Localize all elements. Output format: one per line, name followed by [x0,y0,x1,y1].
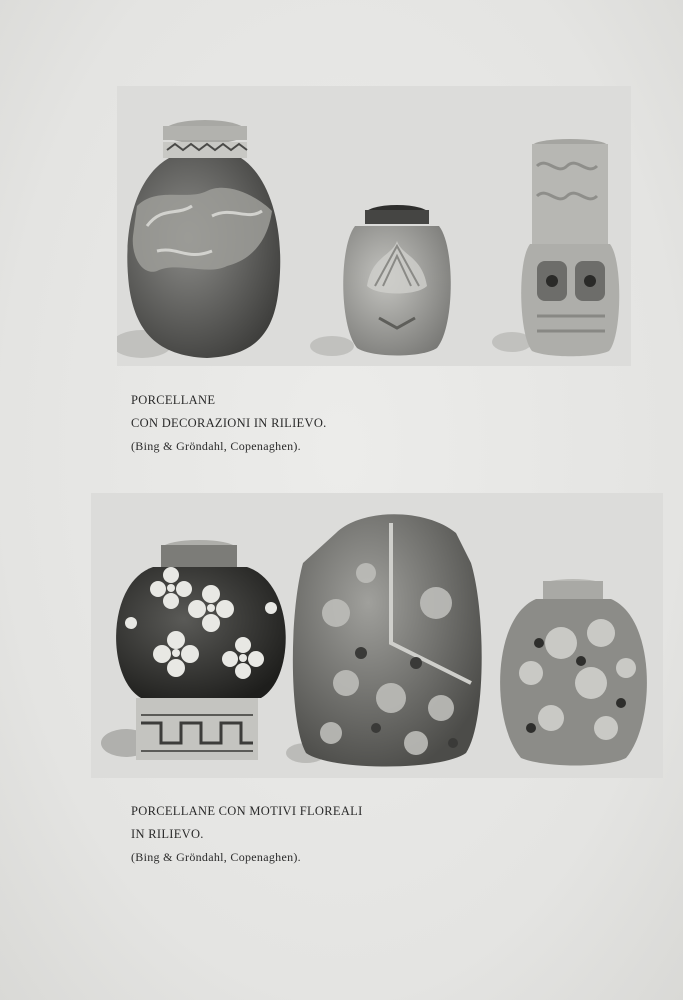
relief-vases-illustration [117,86,631,366]
caption-floral-vases [131,800,363,869]
caption-credit: (Bing & Gröndahl, Copenaghen). [131,439,301,453]
caption-title-line: IN RILIEVO. [131,827,204,841]
floral-vases-illustration [91,493,663,778]
caption-title-line: PORCELLANE CON MOTIVI FLOREALI [131,804,363,818]
photo-plate-floral-vases [91,493,663,778]
caption-title-line: CON DECORAZIONI IN RILIEVO. [131,416,327,430]
caption-credit: (Bing & Gröndahl, Copenaghen). [131,850,301,864]
pierced-cylinder-vase [521,139,619,356]
barrel-jar-vase [343,205,451,356]
caption-title-line: PORCELLANE [131,393,216,407]
photo-plate-relief-vases [117,86,631,366]
caption-relief-vases [131,389,327,458]
faceted-floral-vessel [293,514,482,766]
